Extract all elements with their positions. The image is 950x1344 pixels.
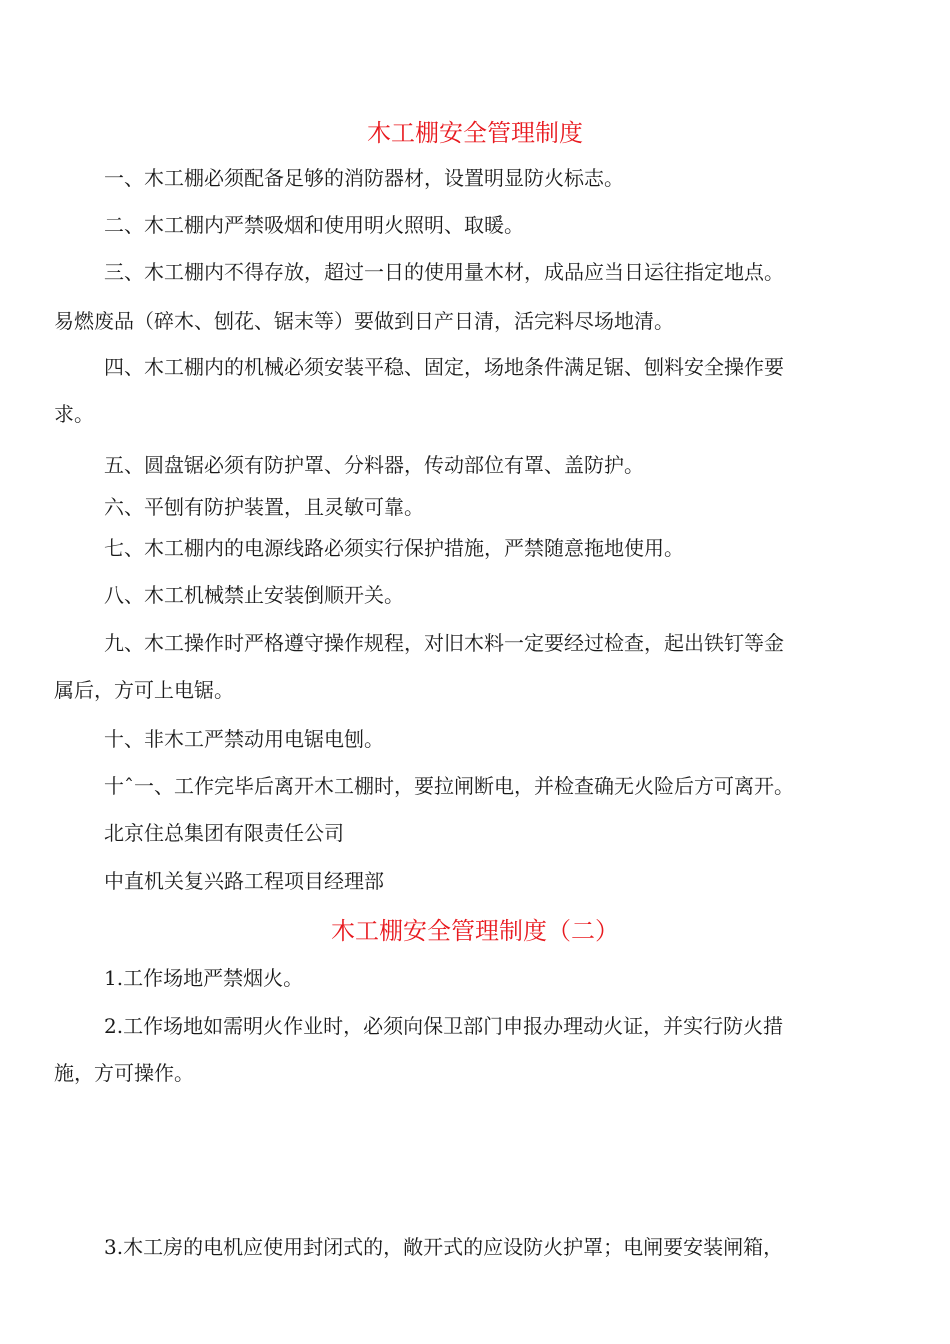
rule-item-5: 五、圆盘锯必须有防护罩、分料器，传动部位有罩、盖防护。 xyxy=(104,453,644,477)
rule2-item-1: 1.工作场地严禁烟火。 xyxy=(104,966,304,990)
rule-item-11: 十ˆ一、工作完毕后离开木工棚时，要拉闸断电，并检查确无火险后方可离开。 xyxy=(104,774,794,798)
company-name: 北京住总集团有限责任公司 xyxy=(104,821,344,845)
rule-item-3: 三、木工棚内不得存放，超过一日的使用量木材，成品应当日运往指定地点。 xyxy=(104,260,784,284)
rule-item-3-continued: 易燃废品（碎木、刨花、锯末等）要做到日产日清，活完料尽场地清。 xyxy=(54,309,674,333)
rule2-item-3: 3.木工房的电机应使用封闭式的，敞开式的应设防火护罩；电闸要安装闸箱， xyxy=(104,1235,784,1259)
rule-item-7: 七、木工棚内的电源线路必须实行保护措施，严禁随意拖地使用。 xyxy=(104,536,684,560)
rule-item-1: 一、木工棚必须配备足够的消防器材，设置明显防火标志。 xyxy=(104,166,624,190)
rule-item-4-continued: 求。 xyxy=(54,402,94,426)
rule2-item-2: 2.工作场地如需明火作业时，必须向保卫部门申报办理动火证，并实行防火措 xyxy=(104,1014,784,1038)
rule-item-4: 四、木工棚内的机械必须安装平稳、固定，场地条件满足锯、刨料安全操作要 xyxy=(104,355,784,379)
rule2-item-2-continued: 施，方可操作。 xyxy=(54,1061,194,1085)
document-title-part-two: 木工棚安全管理制度（二） xyxy=(331,917,619,945)
rule-item-9-continued: 属后，方可上电锯。 xyxy=(54,678,234,702)
rule-item-6: 六、平刨有防护装置，且灵敏可靠。 xyxy=(104,495,424,519)
document-title: 木工棚安全管理制度 xyxy=(367,119,583,147)
rule-item-9: 九、木工操作时严格遵守操作规程，对旧木料一定要经过检查，起出铁钉等金 xyxy=(104,631,784,655)
rule-item-10: 十、非木工严禁动用电锯电刨。 xyxy=(104,727,384,751)
department-name: 中直机关复兴路工程项目经理部 xyxy=(104,869,384,893)
rule-item-8: 八、木工机械禁止安装倒顺开关。 xyxy=(104,583,404,607)
rule-item-2: 二、木工棚内严禁吸烟和使用明火照明、取暖。 xyxy=(104,213,524,237)
